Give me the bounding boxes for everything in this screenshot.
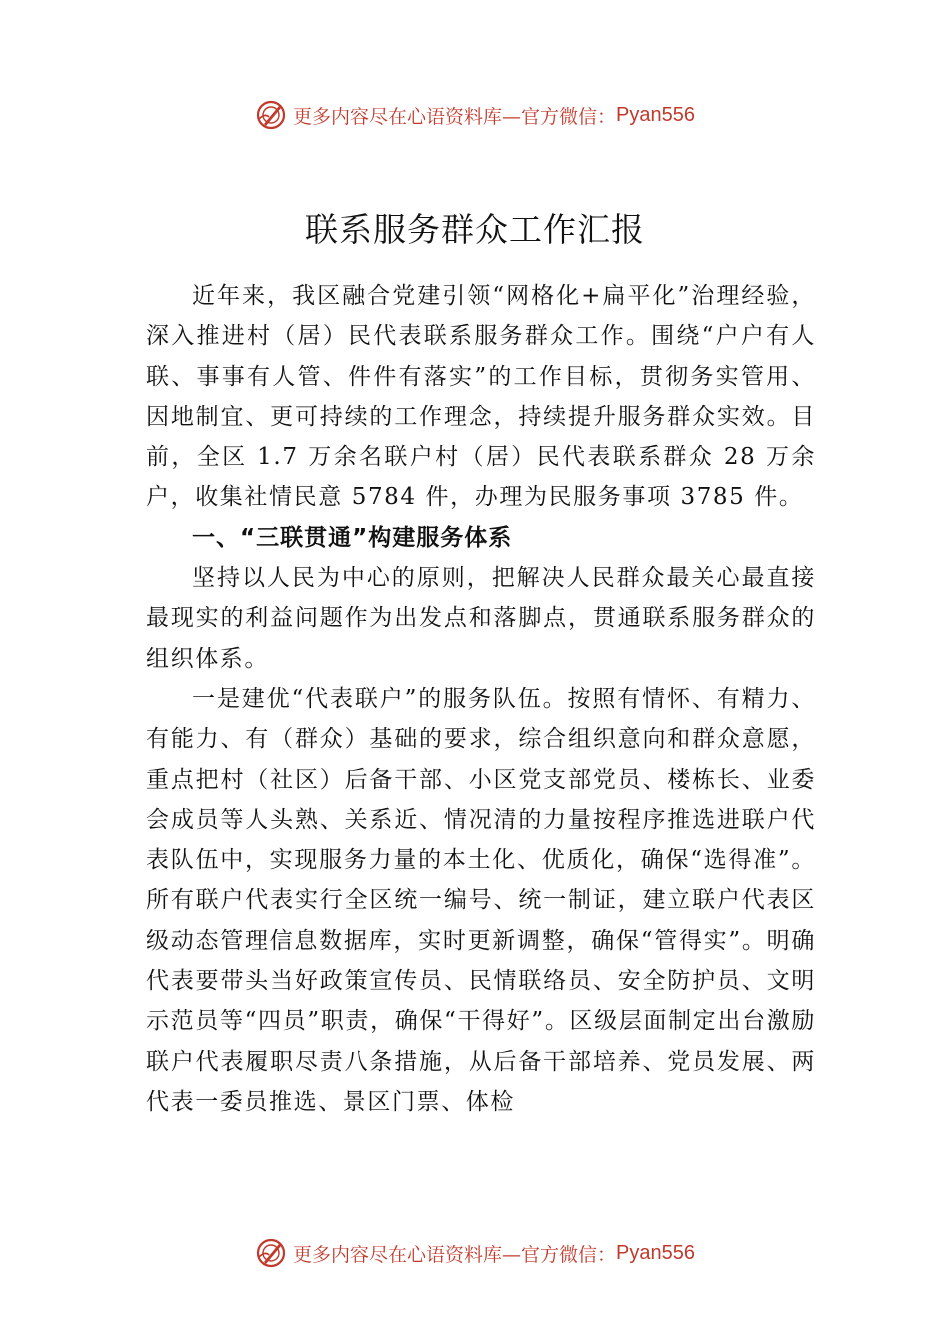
document-body [146, 276, 816, 1122]
section-1-paragraph-1: 坚持以人民为中心的原则，把解决人民群众最关心最直接最现实的利益问题作为出发点和落脚点，贯通联系服务群众的组织体系。 [146, 565, 816, 672]
banner-wechat-handle: Pyan556 [616, 103, 695, 126]
brand-logo-icon [255, 99, 287, 131]
document-title: 联系服务群众工作汇报 [305, 210, 645, 250]
banner-wechat-handle: Pyan556 [616, 1241, 695, 1264]
header-banner [0, 95, 950, 135]
section-1-heading: 一、“三联贯通”构建服务体系 [192, 524, 513, 551]
brand-logo-icon [255, 1237, 287, 1269]
section-1-paragraph-2: 一是建优“代表联户”的服务队伍。按照有情怀、有精力、有能力、有（群众）基础的要求，综合组织意向和群众意愿，重点把村（社区）后备干部、小区党支部党员、楼栋长、业委会成员等人头熟、关系近、情况清的力量按程序推选进联户代表队伍中，实现服务力量的本土化、优质化，确保“选得准”。所有联户代表实行全区统一编号、统一制证，建立联户代表区级动态管理信息数据库，实时更新调整，确保“管得实”。明确代表要带头当好政策宣传员、民情联络员、安全防护员、文明示范员等“四员”职责，确保“干得好”。区级层面制定出台激励联户代表履职尽责八条措施，从后备干部培养、党员发展、两代表一委员推选、景区门票、体检 [146, 685, 816, 1115]
footer-banner [0, 1233, 950, 1273]
intro-paragraph: 近年来，我区融合党建引领“网格化+扁平化”治理经验，深入推进村（居）民代表联系服务群众工作。围绕“户户有人联、事事有人管、件件有落实”的工作目标，贯彻务实管用、因地制宜、更可持续的工作理念，持续提升服务群众实效。目前，全区 1.7 万余名联户村（居）民代表联系群众 28 万余户，收集社情民意 5784 件，办理为民服务事项 3785 件。 [146, 283, 816, 511]
banner-text: 更多内容尽在心语资料库—官方微信： [293, 1243, 617, 1266]
banner-text: 更多内容尽在心语资料库—官方微信： [293, 105, 617, 128]
